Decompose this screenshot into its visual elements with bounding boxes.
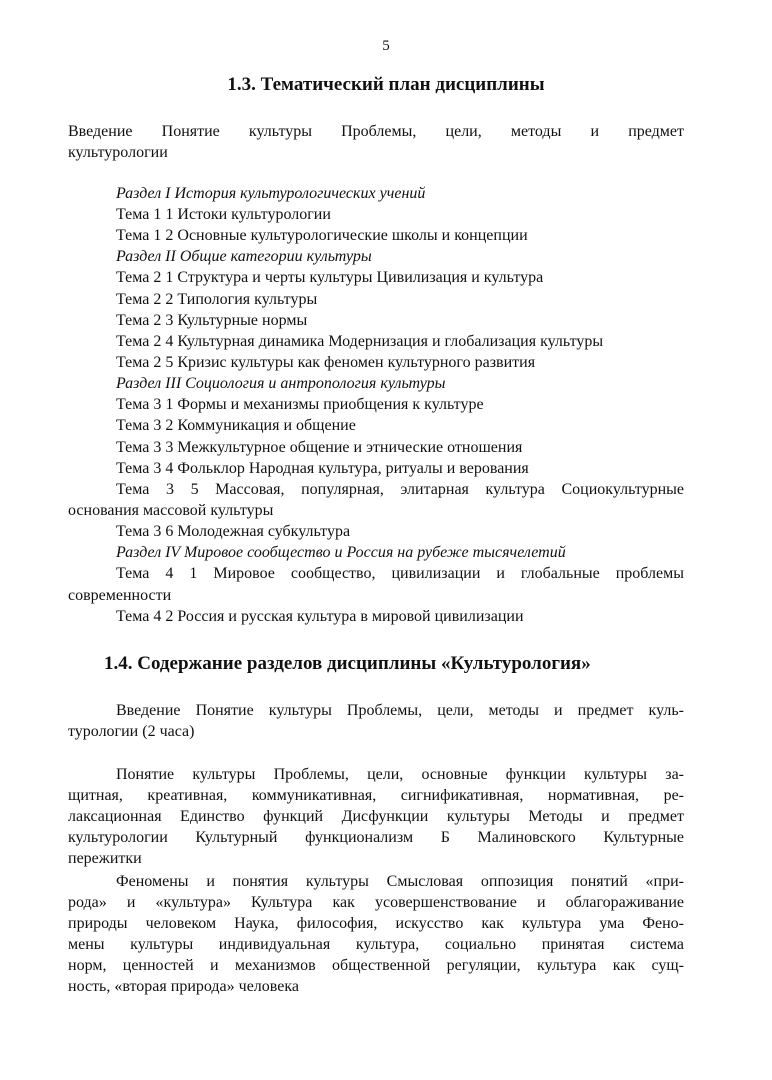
plan-topic-4-1: Тема 4 1 Мировое сообщество, цивилизации и глобальные проблемы bbox=[116, 565, 684, 582]
section-heading-contents: 1.4. Содержание разделов дисциплины «Культурология» bbox=[104, 653, 591, 674]
plan-topic-2-3: Тема 2 3 Культурные нормы bbox=[116, 312, 308, 329]
plan-topic-2-5: Тема 2 5 Кризис культуры как феномен культурного развития bbox=[116, 354, 536, 371]
intro2-line-2: турологии (2 часа) bbox=[68, 723, 195, 740]
plan-topic-3-3: Тема 3 3 Межкультурное общение и этнические отношения bbox=[116, 439, 523, 456]
plan-section-4: Раздел IV Мировое сообщество и Россия на рубеже тысячелетий bbox=[116, 544, 566, 561]
plan-topic-1-2: Тема 1 2 Основные культурологические школы и концепции bbox=[116, 227, 528, 244]
plan-topic-4-1-cont: современности bbox=[68, 587, 172, 604]
plan-topic-2-2: Тема 2 2 Типология культуры bbox=[116, 291, 318, 308]
plan-topic-3-1: Тема 3 1 Формы и механизмы приобщения к культуре bbox=[116, 396, 484, 413]
plan-topic-4-2: Тема 4 2 Россия и русская культура в мировой цивилизации bbox=[116, 608, 524, 625]
plan-section-2: Раздел II Общие категории культуры bbox=[116, 248, 372, 265]
para2-line-6: ность, «вторая природа» человека bbox=[68, 978, 299, 995]
para1-line-3: лаксационная Единство функций Дисфункции культуры Методы и предмет bbox=[68, 808, 684, 825]
para2-line-5: норм, ценностей и механизмов общественной регуляции, культура как сущ- bbox=[68, 957, 684, 974]
section-heading-thematic-plan: 1.3. Тематический план дисциплины bbox=[227, 74, 545, 95]
para1-line-1: Понятие культуры Проблемы, цели, основные функции культуры за- bbox=[116, 766, 684, 783]
para1-line-2: щитная, креативная, коммуникативная, сигнификативная, нормативная, ре- bbox=[68, 787, 684, 804]
plan-section-3: Раздел III Социология и антропология культуры bbox=[116, 375, 446, 392]
para2-line-4: мены культуры индивидуальная культура, социально принятая система bbox=[68, 936, 684, 953]
plan-topic-3-5-cont: основания массовой культуры bbox=[68, 502, 274, 519]
para2-line-1: Феномены и понятия культуры Смысловая оппозиция понятий «при- bbox=[116, 873, 684, 890]
plan-topic-3-4: Тема 3 4 Фольклор Народная культура, ритуалы и верования bbox=[116, 460, 529, 477]
intro2-line-1: Введение Понятие культуры Проблемы, цели, методы и предмет куль- bbox=[116, 702, 684, 719]
plan-topic-2-1: Тема 2 1 Структура и черты культуры Цивилизация и культура bbox=[116, 269, 544, 286]
para2-line-3: природы человеком Наука, философия, искусство как культура ума Фено- bbox=[68, 915, 684, 932]
plan-section-1: Раздел I История культурологических учений bbox=[116, 185, 426, 202]
plan-topic-1-1: Тема 1 1 Истоки культурологии bbox=[116, 206, 331, 223]
plan-topic-3-2: Тема 3 2 Коммуникация и общение bbox=[116, 417, 356, 434]
para1-line-5: пережитки bbox=[68, 850, 142, 867]
plan-topic-3-6: Тема 3 6 Молодежная субкультура bbox=[116, 523, 351, 540]
para1-line-4: культурологии Культурный функционализм Б Малиновского Культурные bbox=[68, 829, 684, 846]
plan-topic-2-4: Тема 2 4 Культурная динамика Модернизация и глобализация культуры bbox=[116, 333, 604, 350]
intro-line-2: культурологии bbox=[68, 144, 168, 161]
para2-line-2: рода» и «культура» Культура как усовершенствование и облагораживание bbox=[68, 894, 684, 911]
page-number: 5 bbox=[382, 38, 390, 54]
plan-topic-3-5: Тема 3 5 Массовая, популярная, элитарная культура Социокультурные bbox=[116, 481, 684, 498]
intro-line-1: Введение Понятие культуры Проблемы, цели, методы и предмет bbox=[68, 123, 684, 140]
